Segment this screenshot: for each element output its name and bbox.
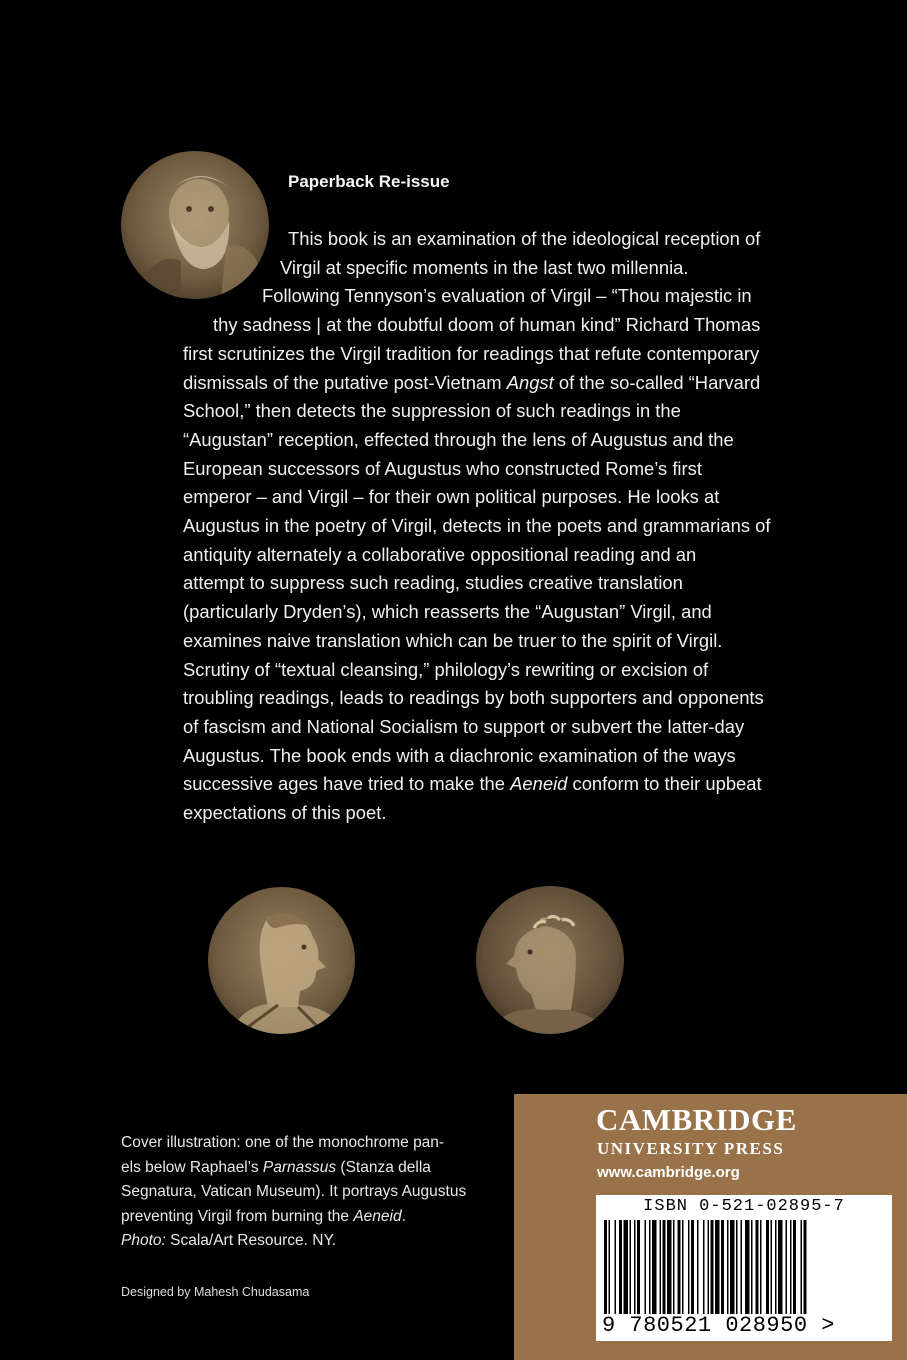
barcode-bar bbox=[715, 1220, 720, 1314]
barcode-bar bbox=[736, 1220, 738, 1314]
barcode-bar bbox=[615, 1220, 617, 1314]
designer-credit: Designed by Mahesh Chudasama bbox=[121, 1285, 310, 1299]
description-line: dismissals of the putative post-Vietnam Angst of the so-called “Harvard bbox=[183, 371, 761, 393]
caption-line: Photo: Scala/Art Resource. NY. bbox=[121, 1232, 337, 1249]
barcode-bar bbox=[778, 1220, 783, 1314]
barcode-bar bbox=[652, 1220, 657, 1314]
description-line: antiquity alternately a collaborative oppositional reading and an bbox=[183, 543, 697, 565]
ean-digits: 9 780521 028950 > bbox=[602, 1313, 835, 1338]
description-line: Scrutiny of “textual cleansing,” philology’s rewriting or excision of bbox=[183, 658, 709, 680]
isbn-barcode-box bbox=[596, 1195, 892, 1341]
barcode-bar bbox=[756, 1220, 759, 1314]
barcode-bar bbox=[624, 1220, 629, 1314]
barcode-bar bbox=[727, 1220, 729, 1314]
barcode-bar bbox=[691, 1220, 694, 1314]
cover-illustration-caption bbox=[121, 1131, 466, 1254]
barcode-bar bbox=[697, 1220, 699, 1314]
publisher-panel bbox=[514, 1094, 907, 1360]
description-line: of fascism and National Socialism to support or subvert the latter-day bbox=[183, 715, 745, 737]
description-line: Augustus in the poetry of Virgil, detects in the poets and grammarians of bbox=[183, 515, 771, 537]
barcode-bar bbox=[688, 1220, 690, 1314]
description-line: troubling readings, leads to readings by both supporters and opponents bbox=[183, 687, 764, 709]
description-line: successive ages have tried to make the Aeneid conform to their upbeat bbox=[183, 773, 762, 795]
description-line: first scrutinizes the Virgil tradition for readings that refute contemporary bbox=[183, 342, 760, 364]
barcode-bar bbox=[745, 1220, 750, 1314]
description-line: Virgil at specific moments in the last two millennia. bbox=[280, 256, 689, 278]
publisher-name: CAMBRIDGE bbox=[596, 1102, 797, 1137]
barcode-icon bbox=[604, 1220, 884, 1314]
augustus-profile-image bbox=[208, 887, 355, 1034]
description-line: attempt to suppress such reading, studies creative translation bbox=[183, 572, 683, 594]
description-line: emperor – and Virgil – for their own political purposes. He looks at bbox=[183, 486, 720, 508]
barcode-bar bbox=[649, 1220, 651, 1314]
barcode-bar bbox=[721, 1220, 724, 1314]
description-line: Following Tennyson’s evaluation of Virgil – “Thou majestic in bbox=[262, 285, 752, 307]
description-line: thy sadness | at the doubtful doom of human kind” Richard Thomas bbox=[213, 314, 761, 336]
barcode-bar bbox=[751, 1220, 753, 1314]
book-description bbox=[183, 225, 793, 828]
barcode-bar bbox=[708, 1220, 710, 1314]
description-line: examines naive translation which can be truer to the spirit of Virgil. bbox=[183, 629, 723, 651]
barcode-bar bbox=[609, 1220, 611, 1314]
description-line: School,” then detects the suppression of such readings in the bbox=[183, 400, 681, 422]
barcode-bar bbox=[637, 1220, 640, 1314]
caption-line: Segnatura, Vatican Museum). It portrays Augustus bbox=[121, 1183, 467, 1200]
laurel-poet-medallion bbox=[476, 886, 624, 1034]
barcode-bar bbox=[673, 1220, 675, 1314]
barcode-bar bbox=[634, 1220, 636, 1314]
description-line: This book is an examination of the ideological reception of bbox=[288, 228, 761, 249]
publisher-subtitle: UNIVERSITY PRESS bbox=[597, 1139, 785, 1158]
barcode-bar bbox=[775, 1220, 777, 1314]
caption-line: preventing Virgil from burning the Aeneid. bbox=[121, 1207, 406, 1225]
reissue-heading: Paperback Re-issue bbox=[288, 172, 450, 191]
barcode-bar bbox=[663, 1220, 666, 1314]
description-line: Augustus. The book ends with a diachronic examination of the ways bbox=[183, 744, 736, 766]
barcode-bar bbox=[630, 1220, 632, 1314]
barcode-bar bbox=[682, 1220, 684, 1314]
barcode-bar bbox=[793, 1220, 796, 1314]
barcode-bar bbox=[604, 1220, 607, 1314]
description-line: European successors of Augustus who constructed Rome’s first bbox=[183, 457, 702, 479]
caption-line: els below Raphael’s Parnassus (Stanza della bbox=[121, 1158, 431, 1176]
barcode-bar bbox=[790, 1220, 792, 1314]
description-line: “Augustan” reception, effected through the lens of Augustus and the bbox=[183, 428, 734, 450]
barcode-bar bbox=[678, 1220, 681, 1314]
isbn-label: ISBN 0-521-02895-7 bbox=[643, 1197, 845, 1216]
caption-line: Cover illustration: one of the monochrome pan- bbox=[121, 1134, 445, 1151]
publisher-url[interactable]: www.cambridge.org bbox=[597, 1164, 740, 1181]
barcode-bar bbox=[711, 1220, 714, 1314]
laurel-poet-image bbox=[476, 886, 624, 1034]
barcode-bar bbox=[741, 1220, 743, 1314]
barcode-bar bbox=[760, 1220, 762, 1314]
barcode-bar bbox=[771, 1220, 773, 1314]
barcode-bar bbox=[619, 1220, 622, 1314]
barcode-bar bbox=[667, 1220, 672, 1314]
barcode-bar bbox=[766, 1220, 769, 1314]
barcode-bar bbox=[786, 1220, 788, 1314]
augustus-profile-medallion bbox=[208, 887, 355, 1034]
barcode-bar bbox=[804, 1220, 807, 1314]
barcode-bar bbox=[730, 1220, 735, 1314]
barcode-bar bbox=[801, 1220, 803, 1314]
description-line: (particularly Dryden’s), which reasserts the “Augustan” Virgil, and bbox=[183, 601, 712, 623]
barcode-bar bbox=[660, 1220, 662, 1314]
barcode-bar bbox=[645, 1220, 647, 1314]
barcode-bar bbox=[703, 1220, 705, 1314]
description-line: expectations of this poet. bbox=[183, 802, 387, 824]
